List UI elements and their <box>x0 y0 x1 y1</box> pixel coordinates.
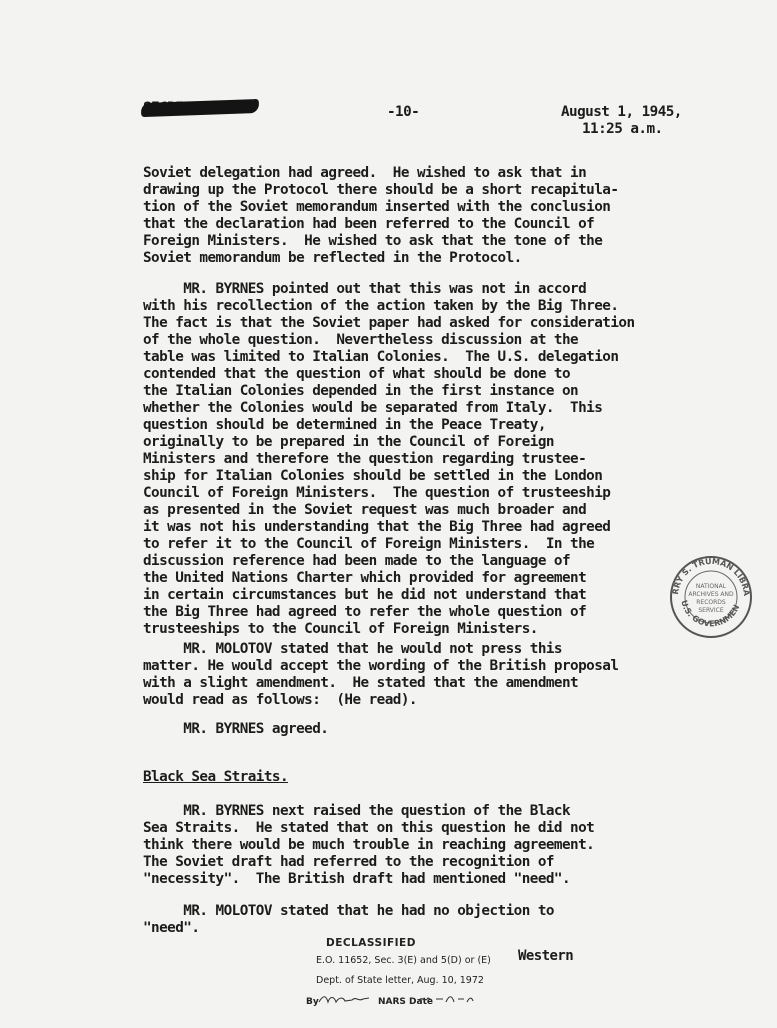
section-heading: Black Sea Straits. <box>143 769 289 785</box>
declassified-title: DECLASSIFIED <box>326 937 416 949</box>
text-line: to refer it to the Council of Foreign Ministers. In the <box>143 536 595 552</box>
page-number: -10- <box>387 104 420 120</box>
paragraph-byrnes-accord <box>143 281 743 638</box>
text-line: matter. He would accept the wording of the British proposal <box>143 658 619 674</box>
svg-text:NATIONAL: NATIONAL <box>695 583 727 590</box>
text-line: with his recollection of the action taken by the Big Three. <box>143 298 619 314</box>
text-line: contended that the question of what should be done to <box>143 366 571 382</box>
archive-seal-icon <box>668 554 754 640</box>
svg-text:RECORDS: RECORDS <box>696 599 726 606</box>
paragraph-molotov-need <box>143 903 743 937</box>
text-line: the Big Three had agreed to refer the whole question of <box>143 604 587 620</box>
text-line: with a slight amendment. He stated that the amendment <box>143 675 579 691</box>
text-line: question should be determined in the Peace Treaty, <box>143 417 546 433</box>
text-line: ship for Italian Colonies should be settled in the London <box>143 468 603 484</box>
reviewer-initials-signature <box>317 993 371 1005</box>
text-line: discussion reference had been made to the language of <box>143 553 571 569</box>
text-line: whether the Colonies would be separated from Italy. This <box>143 400 603 416</box>
text-line: Soviet memorandum be reflected in the Protocol. <box>143 250 522 266</box>
text-line: tion of the Soviet memorandum inserted with the conclusion <box>143 199 611 215</box>
text-line: as presented in the Soviet request was much broader and <box>143 502 587 518</box>
text-line: The Soviet draft had referred to the recognition of <box>143 854 554 870</box>
svg-text:ARCHIVES AND: ARCHIVES AND <box>688 591 734 598</box>
text-line: of the whole question. Nevertheless discussion at the <box>143 332 579 348</box>
text-line: would read as follows: (He read). <box>143 692 417 708</box>
text-line: originally to be prepared in the Council of Foreign <box>143 434 554 450</box>
paragraph-molotov-press <box>143 641 743 709</box>
svg-text:U.S. GOVERNMENT: U.S. GOVERNMEN <box>679 599 742 629</box>
svg-text:HARRY S. TRUMAN LIBRARY: RRY S. TRUMAN LIBRA <box>671 556 752 597</box>
handwritten-date-signature <box>417 993 475 1005</box>
text-line: MR. BYRNES agreed. <box>143 721 329 737</box>
paragraph-byrnes-agreed <box>143 721 743 738</box>
declassified-by-label: By <box>306 997 319 1007</box>
document-time: 11:25 a.m. <box>582 121 663 137</box>
text-line: drawing up the Protocol there should be a short recapitula- <box>143 182 619 198</box>
text-line: Sea Straits. He stated that on this question he did not <box>143 820 595 836</box>
text-line: table was limited to Italian Colonies. The U.S. delegation <box>143 349 619 365</box>
footer-label: Western <box>518 948 574 964</box>
redaction-bar <box>141 99 259 117</box>
paragraph-black-sea-straits <box>143 803 743 888</box>
text-line: in certain circumstances but he did not understand that <box>143 587 587 603</box>
paragraph-soviet-delegation <box>143 165 743 267</box>
text-line: Soviet delegation had agreed. He wished to ask that in <box>143 165 587 181</box>
text-line: MR. BYRNES pointed out that this was not in accord <box>143 281 587 297</box>
text-line: MR. MOLOTOV stated that he would not press this <box>143 641 562 657</box>
text-line: "need". <box>143 920 200 936</box>
text-line: Foreign Ministers. He wished to ask that the tone of the <box>143 233 603 249</box>
text-line: Ministers and therefore the question regarding trustee- <box>143 451 587 467</box>
text-line: Council of Foreign Ministers. The question of trusteeship <box>143 485 611 501</box>
nars-date-label: NARS Date <box>378 997 433 1007</box>
text-line: that the declaration had been referred to the Council of <box>143 216 595 232</box>
text-line: trusteeships to the Council of Foreign Ministers. <box>143 621 538 637</box>
declassified-authority: E.O. 11652, Sec. 3(E) and 5(D) or (E) <box>316 955 491 966</box>
text-line: MR. MOLOTOV stated that he had no objection to <box>143 903 554 919</box>
document-date: August 1, 1945, <box>561 104 682 120</box>
text-line: "necessity". The British draft had mentioned "need". <box>143 871 571 887</box>
declassified-letter: Dept. of State letter, Aug. 10, 1972 <box>316 975 484 986</box>
text-line: it was not his understanding that the Big Three had agreed <box>143 519 611 535</box>
text-line: The fact is that the Soviet paper had asked for consideration <box>143 315 635 331</box>
svg-text:SERVICE: SERVICE <box>698 607 724 614</box>
text-line: think there would be much trouble in reaching agreement. <box>143 837 595 853</box>
archive-seal-stamp <box>668 554 754 644</box>
text-line: the Italian Colonies depended in the first instance on <box>143 383 579 399</box>
text-line: the United Nations Charter which provided for agreement <box>143 570 587 586</box>
text-line: MR. BYRNES next raised the question of the Black <box>143 803 571 819</box>
